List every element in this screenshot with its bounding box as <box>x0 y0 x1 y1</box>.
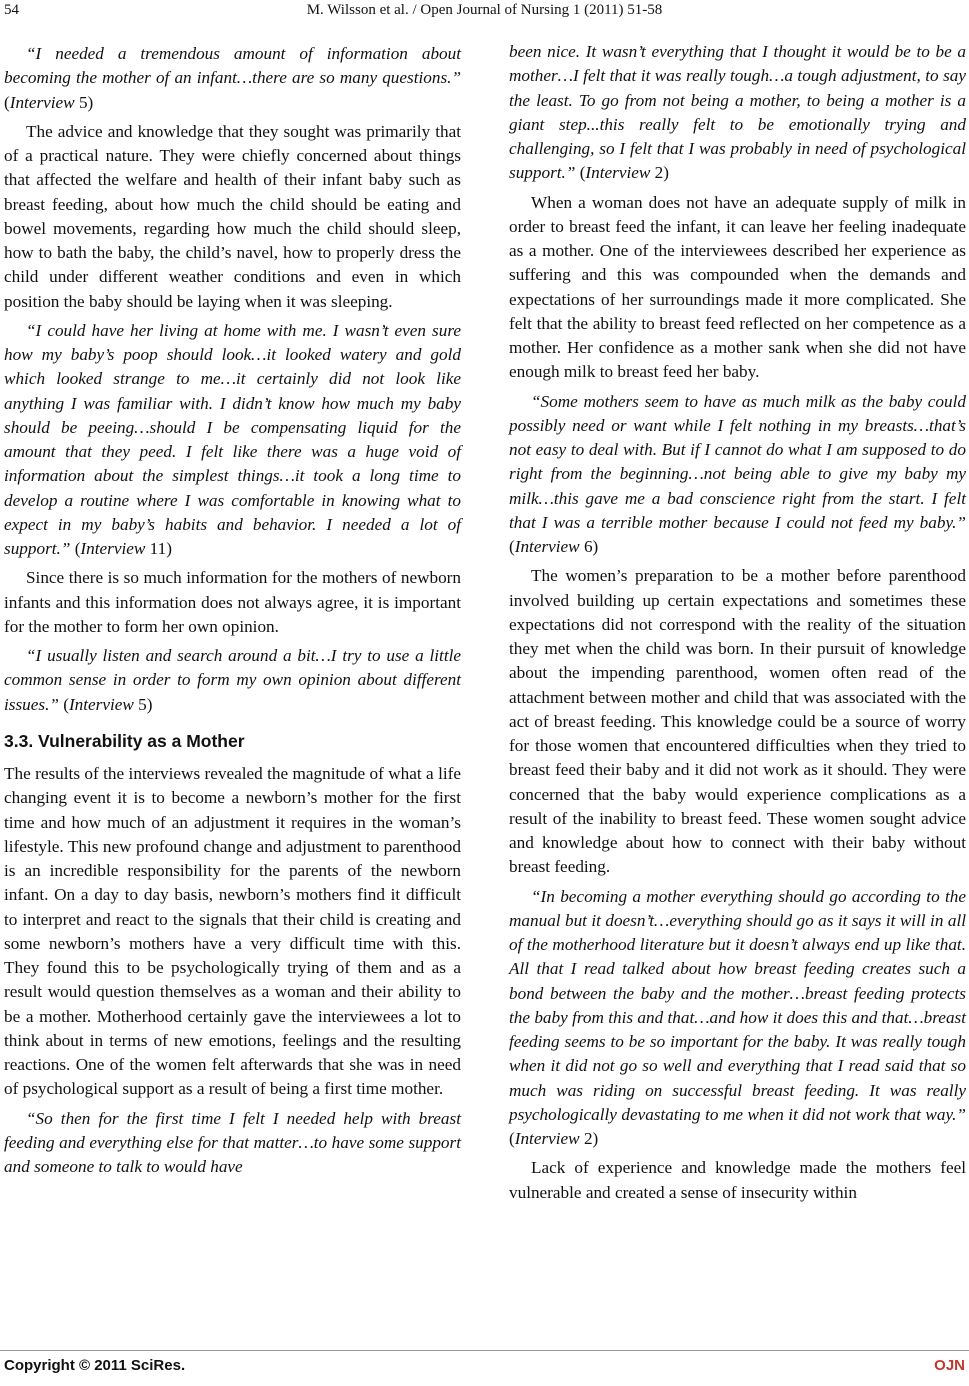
quote-text: “Some mothers seem to have as much milk as the baby could possibly need or want while I felt nothing in my breasts…that’s not easy to deal with. But if I cannot do what I am supposed to do right from the beginning…not being able to give my baby my milk…this gave me a bad conscience right from the start. I felt that I was a terrible mother because I could not feed my baby.” <box>509 391 966 532</box>
body-paragraph: When a woman does not have an adequate supply of milk in order to breast feed the infant, it can leave her feeling inadequate as a mother. One of the interviewees described her experience as suffering and this was compounded when the demands and expectations of her surroundings made it more complicated. She felt that the ability to breast feed reflected on her competence as a mother. Her confidence as a mother sank when she did not have enough milk to breast feed her baby. <box>509 192 966 382</box>
section-heading: 3.3. Vulnerability as a Mother <box>4 730 245 751</box>
citation-label: Interview <box>80 539 146 558</box>
right-column <box>509 40 966 1205</box>
quote-text: “In becoming a mother everything should go according to the manual but it doesn’t…everything should go as it says it will in all of the motherhood literature but it doesn’t always end up like that. All that I read talked about how breast feeding creates such a bond between the baby and the mother…breast feeding protects the baby from this and that…and how it does this and that…breast feeding seems to be so important for the baby. It was really tough when it did not go so well and everything that I read said that so much was riding on successful breast feeding. It was really psychologically devastating to me when it did not work that way.” <box>509 886 966 1124</box>
citation-number: 6) <box>579 537 599 556</box>
citation-number: 5) <box>74 92 94 112</box>
citation-label: Interview <box>9 92 75 112</box>
quote-paragraph: been nice. It wasn’t everything that I thought it would be to be a mother…I felt that it was really tough…a tough adjustment, to say the least. To go from not being a mother, to being a mother is a giant step...this really felt to be emotionally trying and challenging, so I felt that I was probably in need of psychological support.” (Interview 2) <box>509 42 966 183</box>
citation-label: Interview <box>514 537 580 556</box>
quote-paragraph: “Some mothers seem to have as much milk as the baby could possibly need or want while I felt nothing in my breasts…that’s not easy to deal with. But if I cannot do what I am supposed to do right from the beginning…not being able to give my baby my milk…this gave me a bad conscience right from the start. I felt that I was a terrible mother because I could not feed my baby.” (Interview 6) <box>509 391 966 556</box>
citation-label: Interview <box>68 694 134 714</box>
quote-paragraph: “I usually listen and search around a bit…I try to use a little common sense in order to form my own opinion about different issues.” (Interview 5) <box>4 646 461 714</box>
body-paragraph: Since there is so much information for the mothers of newborn infants and this information does not always agree, it is important for the mother to form her own opinion. <box>4 568 461 636</box>
citation-number: 2) <box>650 163 669 183</box>
quote-paragraph: “I could have her living at home with me. I wasn’t even sure how my baby’s poop should look…it looked watery and gold which looked strange to me…it certainly did not look like anything I was familiar with. I didn’t know how much my baby should be peeing…should I be compensating liquid for the amount that they peed. I felt like there was a huge void of information about the simplest things…it took a long time to develop a routine where I was comfortable in knowing what to expect in my baby’s habits and behavior. I needed a lot of support.” (Interview 11) <box>4 320 461 558</box>
citation-number: 11) <box>145 539 172 558</box>
body-paragraph: The advice and knowledge that they sought was primarily that of a practical nature. They were chiefly concerned about things that affected the welfare and health of their infant baby such as breast feeding, about how much the child should be eating and bowel movements, regarding how much the child should sleep, how to bath the baby, the child’s navel, how to properly dress the child under different weather conditions and even in which position the baby should be laying when it was sleeping. <box>4 121 461 311</box>
quote-paragraph <box>4 1107 461 1180</box>
running-title: M. Wilsson et al. / Open Journal of Nursing 1 (2011) 51-58 <box>306 2 663 18</box>
page-number: 54 <box>4 2 19 18</box>
citation-label: Interview <box>585 163 651 183</box>
quote-paragraph: “I needed a tremendous amount of information about becoming the mother of an infant…there are so many questions.” (Interview 5) <box>4 44 461 112</box>
citation-number: 2) <box>579 1129 599 1148</box>
footer-divider <box>0 1350 969 1351</box>
body-paragraph: The results of the interviews revealed the magnitude of what a life changing event it is to become a newborn’s mother for the first time and how much of an adjustment it requires in the woman’s lifestyle. This new profound change and adjustment to parenthood is an incredible responsibility for the parents of the newborn infant. On a day to day basis, newborn’s mothers find it difficult to interpret and react to the signals that their child is creating and some newborn’s mothers have a very difficult time with this. They found this to be psychologically trying of them and as a result would question themselves as a woman and their ability to be a mother. Motherhood certainly gave the interviewees a lot to think about in terms of new emotions, feelings and the resulting reactions. One of the women felt afterwards that she was in need of psychological support as a result of being a first time mother. <box>4 764 461 1099</box>
page-header <box>0 0 969 30</box>
quote-text: “I needed a tremendous amount of information about becoming the mother of an infant…there are so many questions.” <box>4 44 461 88</box>
quote-text: “I usually listen and search around a bit…I try to use a little common sense in order to form my own opinion about different issues.” <box>4 646 461 714</box>
page-footer <box>0 1357 969 1381</box>
quote-text: “I could have her living at home with me. I wasn’t even sure how my baby’s poop should look…it looked watery and gold which looked strange to me…it certainly did not look like anything I was familiar with. I didn’t know how much my baby should be peeing…should I be compensating liquid for the amount that they peed. I felt like there was a huge void of information about the simplest things…it took a long time to develop a routine where I was comfortable in knowing what to expect in my baby’s habits and behavior. I needed a lot of support.” <box>4 320 461 558</box>
citation-number: 5) <box>133 694 153 714</box>
copyright-notice: Copyright © 2011 SciRes. <box>4 1357 186 1374</box>
citation-label: Interview <box>514 1129 580 1148</box>
quote-text: “So then for the first time I felt I needed help with breast feeding and everything else for that matter…to have some support and someone to talk to would have <box>4 1108 461 1176</box>
body-paragraph: Lack of experience and knowledge made the mothers feel vulnerable and created a sense of insecurity within <box>509 1158 966 1202</box>
body-paragraph: The women’s preparation to be a mother before parenthood involved building up certain expectations and sometimes these expectations did not correspond with the reality of the situation they met when the child was born. In their pursuit of knowledge about the impending parenthood, women often read of the attachment between mother and child that was associated with the act of breast feeding. This knowledge could be a source of worry for those women that encountered difficulties when they tried to breast feed their baby and it did not work as it should. They were concerned that the baby would experience complications as a result of the inability to breast feed. These women sought advice and knowledge about how to connect with their baby without breast feeding. <box>509 566 966 877</box>
quote-text: been nice. It wasn’t everything that I thought it would be to be a mother…I felt that it was really tough…a tough adjustment, to say the least. To go from not being a mother, to being a mother is a giant step...this really felt to be emotionally trying and challenging, so I felt that I was probably in need of psychological support.” <box>509 42 966 183</box>
left-column <box>4 42 461 1179</box>
journal-abbreviation: OJN <box>934 1357 965 1374</box>
quote-paragraph: “In becoming a mother everything should go according to the manual but it doesn’t…everything should go as it says it will in all of the motherhood literature but it doesn’t always end up like that. All that I read talked about how breast feeding creates such a bond between the baby and the mother…breast feeding protects the baby from this and that…and how it does this and that…breast feeding seems to be so important for the baby. It was really tough when it did not go so well and everything that I read said that so much was riding on successful breast feeding. It was really psychologically devastating to me when it did not work that way.” (Interview 2) <box>509 886 966 1148</box>
